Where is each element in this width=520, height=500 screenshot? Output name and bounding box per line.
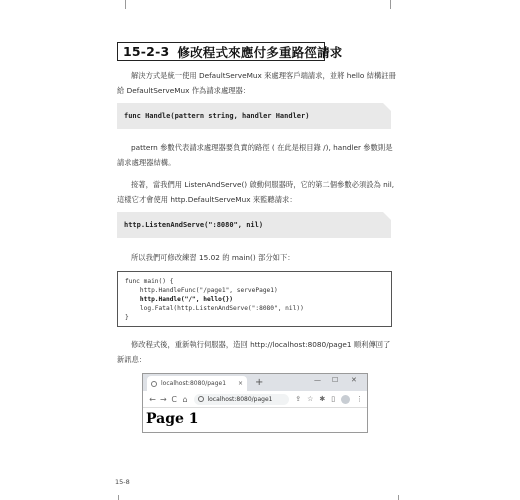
browser-tab-bar <box>143 374 367 391</box>
page-heading: Page 1 <box>146 411 199 427</box>
code-text: func Handle(pattern string, handler Handler) <box>124 112 310 120</box>
star-icon[interactable]: ☆ <box>307 395 314 403</box>
code-listing <box>117 271 392 327</box>
page-fold <box>383 212 391 220</box>
code-line: } <box>125 314 129 321</box>
code-line: func main() { <box>125 278 174 285</box>
forward-icon[interactable]: → <box>159 394 167 404</box>
paragraph-listen: 接著，當我們用 ListenAndServe() 啟動伺服器時，它的第二個參數必須設為 nil, 這樣它才會使用 http.DefaultServeMux 來監聽請求： <box>117 180 395 204</box>
code-snippet-listen <box>117 212 391 238</box>
crop-mark <box>398 495 399 500</box>
code-line-highlight: http.Handle("/", hello{}) <box>125 296 234 303</box>
code-line: http.HandleFunc("/page1", servePage1) <box>125 287 278 294</box>
paragraph-pattern: pattern 參數代表請求處理器要負責的路徑 ( 在此是根目錄 /), handler 參數則是請求處理器結構。 <box>117 143 393 167</box>
browser-screenshot <box>142 373 368 433</box>
browser-tab[interactable] <box>147 376 247 391</box>
crop-mark <box>390 0 391 9</box>
back-icon[interactable]: ← <box>149 394 156 404</box>
address-text: localhost:8080/page1 <box>207 395 273 403</box>
extensions-icon[interactable]: ✱ <box>319 395 326 403</box>
browser-toolbar <box>143 391 367 408</box>
code-text: http.ListenAndServe(":8080", nil) <box>124 221 264 229</box>
sidebar-icon[interactable]: ▯ <box>331 395 336 403</box>
page-number: 15-8 <box>115 478 130 486</box>
share-icon[interactable]: ⇪ <box>295 395 302 403</box>
minimize-icon[interactable]: — <box>314 376 321 384</box>
info-icon[interactable] <box>198 396 204 402</box>
home-icon[interactable]: ⌂ <box>182 394 188 404</box>
code-line: log.Fatal(http.ListenAndServe(":8080", nil)) <box>125 305 304 312</box>
paragraph-intro: 解決方式是統一使用 DefaultServeMux 來處理客戶端請求，並將 hello 結構註冊給 DefaultServeMux 作為請求處理器： <box>117 71 396 95</box>
new-tab-button[interactable]: + <box>255 377 264 388</box>
address-bar[interactable] <box>194 394 289 405</box>
paragraph-result: 修改程式後，重新執行伺服器，造回 http://localhost:8080/page1 順利傳回了新訊息： <box>117 340 391 364</box>
section-title: 修改程式來應付多重路徑請求 <box>177 44 343 60</box>
paragraph-main: 所以我們可修改練習 15.02 的 main() 部分如下： <box>131 253 295 262</box>
tab-close-icon[interactable]: × <box>237 380 243 387</box>
page-fold <box>383 103 391 111</box>
globe-icon <box>151 381 157 387</box>
close-window-icon[interactable]: ✕ <box>351 376 357 384</box>
crop-mark <box>118 495 119 500</box>
section-number: 15-2-3 <box>123 44 170 59</box>
crop-mark <box>125 0 126 9</box>
avatar[interactable] <box>341 395 350 404</box>
tab-title: localhost:8080/page1 <box>161 380 227 387</box>
reload-icon[interactable]: C <box>171 394 177 404</box>
code-snippet-handle <box>117 103 391 129</box>
menu-icon[interactable]: ⋮ <box>356 395 363 403</box>
section-heading <box>117 42 343 61</box>
maximize-icon[interactable]: ☐ <box>332 376 339 384</box>
